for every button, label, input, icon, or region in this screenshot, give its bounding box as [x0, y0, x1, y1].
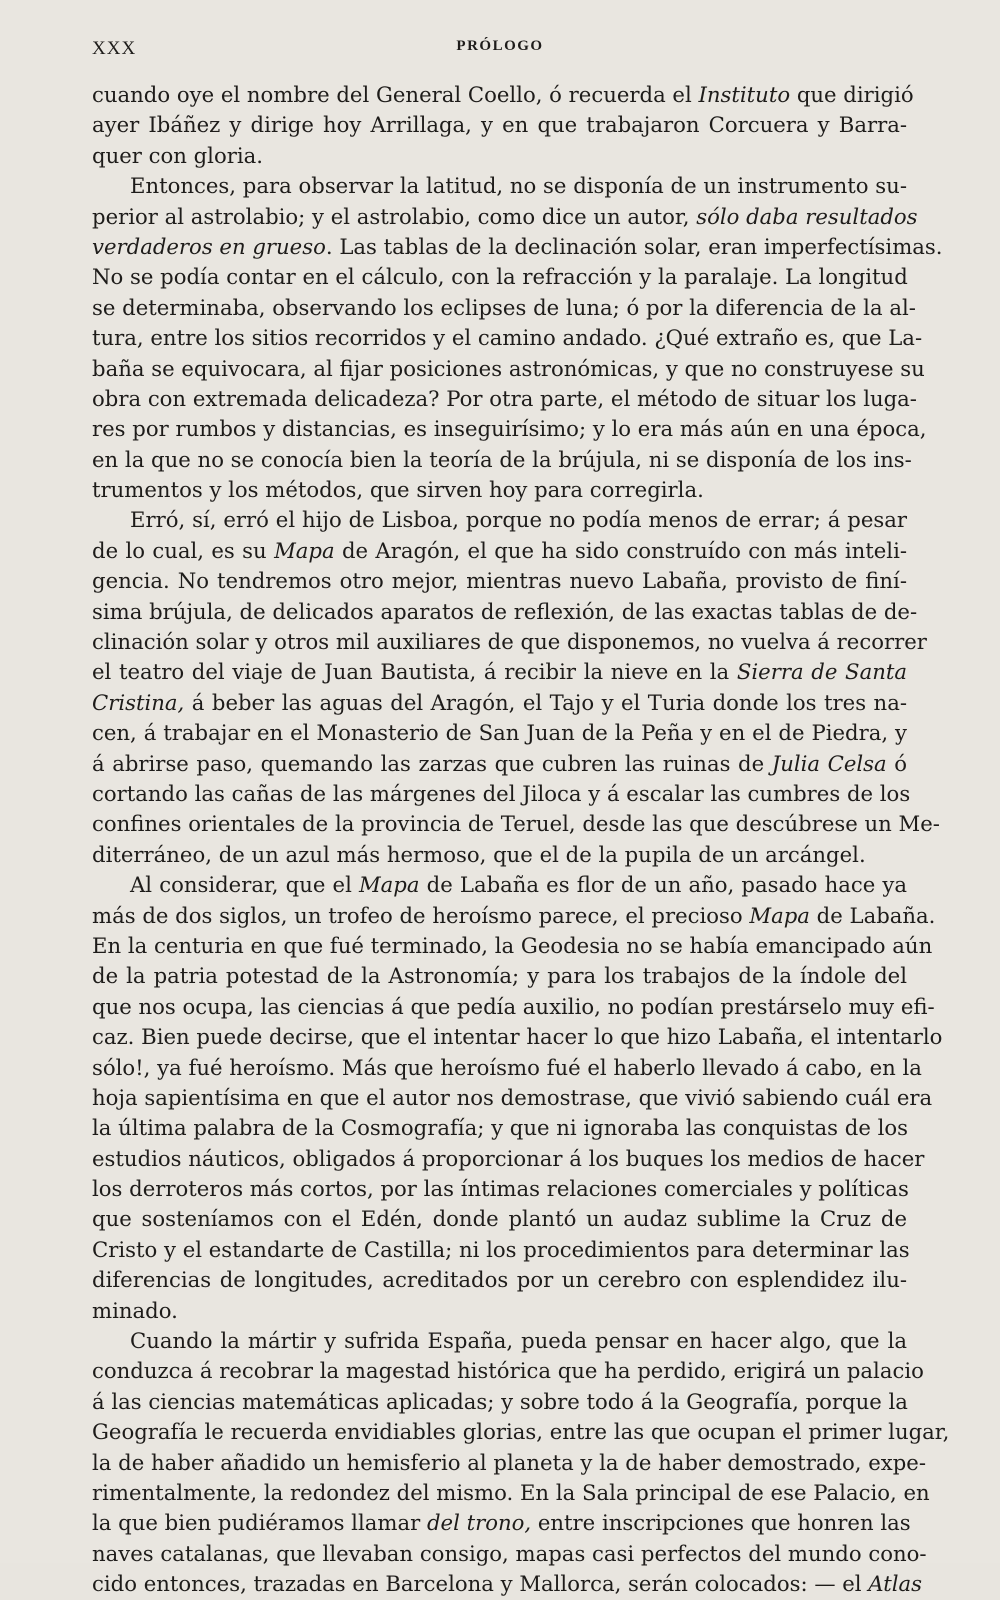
text-line: cen, á trabajar en el Monasterio de San Juan de la Peña y en el de Piedra, y [92, 720, 907, 746]
text-line: cuando oye el nombre del General Coello, ó recuerda el Instituto que dirigió [92, 82, 914, 107]
text-line: la de haber añadido un hemisferio al planeta y la de haber demostrado, expe- [92, 1449, 926, 1475]
text-line: á abrirse paso, quemando las zarzas que cubren las ruinas de Julia Celsa ó [92, 750, 907, 776]
text-line: el teatro del viaje de Juan Bautista, á recibir la nieve en la Sierra de Santa [92, 659, 907, 685]
text-line: perior al astrolabio; y el astrolabio, como dice un autor, sólo daba resultados [92, 203, 918, 229]
text-line: tura, entre los sitios recorridos y el camino andado. ¿Qué extraño es, que La- [92, 325, 923, 351]
text-line: gencia. No tendremos otro mejor, mientras nuevo Labaña, provisto de finí- [92, 568, 907, 594]
text-line: se determinaba, observando los eclipses de luna; ó por la diferencia de la al- [92, 294, 916, 320]
running-title: PRÓLOGO [456, 38, 544, 54]
text-line: Cristina, á beber las aguas del Aragón, el Tajo y el Turia donde los tres na- [92, 689, 907, 715]
running-head [92, 38, 908, 68]
body-text [92, 80, 950, 1600]
text-line: diterráneo, de un azul más hermoso, que el de la pupila de un arcángel. [92, 841, 866, 867]
text-line: Geografía le recuerda envidiables glorias, entre las que ocupan el primer lugar, [92, 1419, 950, 1445]
text-line: de lo cual, es su Mapa de Aragón, el que ha sido construído con más inteli- [92, 537, 907, 563]
text-line: sólo!, ya fué heroísmo. Más que heroísmo fué el haberlo llevado á cabo, en la [92, 1054, 922, 1080]
text-line: los derroteros más cortos, por las íntimas relaciones comerciales y políticas [92, 1176, 909, 1202]
text-line: Al considerar, que el Mapa de Labaña es flor de un año, pasado hace ya [130, 872, 907, 898]
text-line: que nos ocupa, las ciencias á que pedía auxilio, no podían prestárselo muy efi- [92, 993, 935, 1019]
text-line: Cristo y el estandarte de Castilla; ni los procedimientos para determinar las [92, 1236, 910, 1262]
text-line: rimentalmente, la redondez del mismo. En la Sala principal de ese Palacio, en [92, 1479, 930, 1505]
text-line: verdaderos en grueso. Las tablas de la declinación solar, eran imperfectísimas. [92, 233, 943, 259]
text-line: clinación solar y otros mil auxiliares de que disponemos, no vuelva á recorrer [92, 629, 927, 655]
text-line: la última palabra de la Cosmografía; y que ni ignoraba las conquistas de los [92, 1115, 908, 1141]
text-line: estudios náuticos, obligados á proporcionar á los buques los medios de hacer [92, 1145, 925, 1171]
text-line: la que bien pudiéramos llamar del trono, entre inscripciones que honren las [92, 1510, 911, 1536]
text-line: minado. [92, 1297, 178, 1323]
text-line: á las ciencias matemáticas aplicadas; y sobre todo á la Geografía, porque la [92, 1388, 908, 1414]
text-line: conduzca á recobrar la magestad histórica que ha perdido, erigirá un palacio [92, 1358, 924, 1384]
text-line: Erró, sí, erró el hijo de Lisboa, porque no podía menos de errar; á pesar [130, 507, 907, 533]
text-line: confines orientales de la provincia de Teruel, desde las que descúbrese un Me- [92, 811, 940, 837]
text-line: ayer Ibáñez y dirige hoy Arrillaga, y en que trabajaron Corcuera y Barra- [92, 112, 907, 138]
text-line: res por rumbos y distancias, es inseguirísimo; y lo era más aún en una época, [92, 416, 927, 442]
page-number: XXX [92, 38, 137, 59]
text-line: caz. Bien puede decirse, que el intentar hacer lo que hizo Labaña, el intentarlo [92, 1024, 943, 1050]
text-line: cortando las cañas de las márgenes del Jiloca y á escalar las cumbres de los [92, 780, 911, 806]
text-line: No se podía contar en el cálculo, con la refracción y la paralaje. La longitud [92, 264, 908, 290]
text-line: en la que no se conocía bien la teoría de la brújula, ni se disponía de los ins- [92, 446, 912, 472]
text-line: diferencias de longitudes, acreditados por un cerebro con esplendidez ilu- [92, 1267, 907, 1293]
text-line: Cuando la mártir y sufrida España, pueda pensar en hacer algo, que la [130, 1328, 907, 1354]
text-line: Entonces, para observar la latitud, no se disponía de un instrumento su- [130, 173, 907, 199]
text-line: más de dos siglos, un trofeo de heroísmo parece, el precioso Mapa de Labaña. [92, 902, 936, 928]
text-line: hoja sapientísima en que el autor nos demostrase, que vivió sabiendo cuál era [92, 1084, 933, 1110]
text-line: baña se equivocara, al fijar posiciones astronómicas, y que no construyese su [92, 355, 925, 381]
text-line: que sosteníamos con el Edén, donde plantó un audaz sublime la Cruz de [92, 1206, 907, 1232]
text-line: de la patria potestad de la Astronomía; y para los trabajos de la índole del [92, 963, 907, 989]
text-line: obra con extremada delicadeza? Por otra parte, el método de situar los luga- [92, 385, 917, 411]
text-line: trumentos y los métodos, que sirven hoy para corregirla. [92, 477, 704, 503]
text-line: sima brújula, de delicados aparatos de reflexión, de las exactas tablas de de- [92, 598, 918, 624]
text-line: cido entonces, trazadas en Barcelona y Mallorca, serán colocados: — el Atlas [92, 1571, 923, 1597]
text-line: quer con gloria. [92, 142, 263, 168]
text-line: naves catalanas, que llevaban consigo, mapas casi perfectos del mundo cono- [92, 1540, 927, 1566]
text-line: En la centuria en que fué terminado, la Geodesia no se había emancipado aún [92, 932, 933, 958]
